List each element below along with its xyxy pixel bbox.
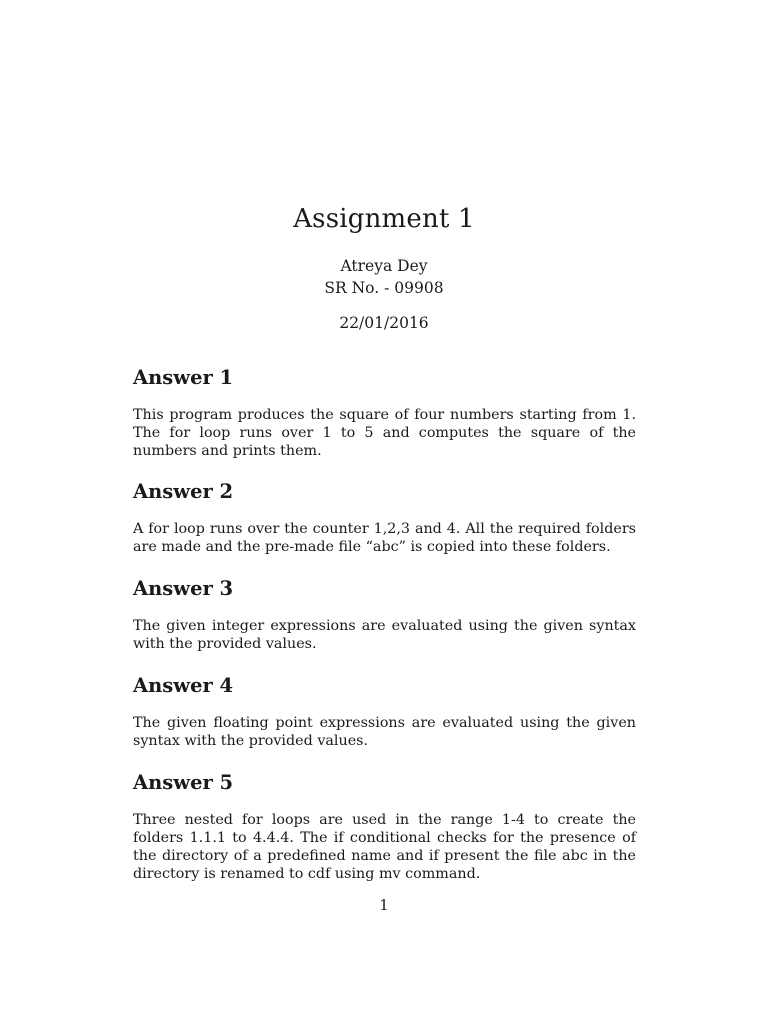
page-number: 1 <box>379 896 389 914</box>
answer-section <box>133 366 636 460</box>
answer-section <box>133 771 636 883</box>
section-body: The given integer expressions are evaluated using the given syntax with the provided values. <box>133 618 636 652</box>
answer-section <box>133 480 636 556</box>
document-title: Assignment 1 <box>293 204 475 234</box>
document-date: 22/01/2016 <box>339 314 429 332</box>
section-body: The given floating point expressions are evaluated using the given syntax with the provided values. <box>133 715 636 749</box>
author-name: Atreya Dey <box>340 257 428 275</box>
section-heading: Answer 2 <box>133 480 234 503</box>
answer-section <box>133 577 636 653</box>
section-body: Three nested for loops are used in the range 1-4 to create the folders 1.1.1 to 4.4.4. The if conditional checks for the presence of the directory of a predefined name and if present the file abc in the directory is renamed to cdf using mv command. <box>133 812 636 882</box>
answer-section <box>133 674 636 750</box>
section-heading: Answer 5 <box>133 771 234 794</box>
sr-number: SR No. - 09908 <box>324 279 444 297</box>
section-body: A for loop runs over the counter 1,2,3 and 4. All the required folders are made and the pre-made file “abc” is copied into these folders. <box>133 521 636 555</box>
section-body: This program produces the square of four numbers starting from 1. The for loop runs over 1 to 5 and computes the square of the numbers and prints them. <box>133 407 636 459</box>
section-heading: Answer 4 <box>133 674 234 697</box>
section-heading: Answer 3 <box>133 577 234 600</box>
section-heading: Answer 1 <box>133 366 234 389</box>
